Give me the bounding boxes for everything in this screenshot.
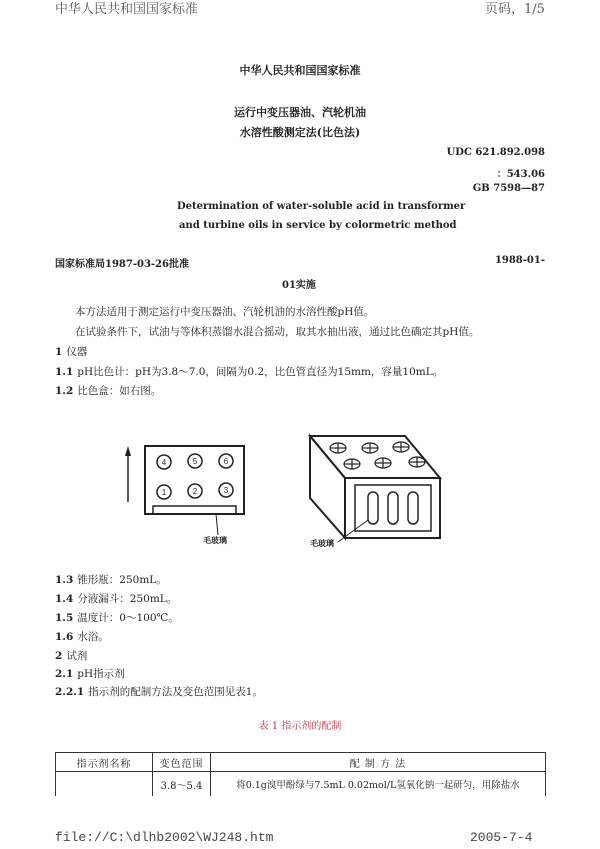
section-2-2-1: 2.2.1 指示剂的配制方法及变色范围见表1。 <box>55 686 263 698</box>
cell-indicator-name <box>56 772 153 797</box>
svg-text:5: 5 <box>192 457 198 466</box>
udc-code: UDC 621.892.098 <box>446 147 545 158</box>
page-header-title: 中华人民共和国国家标准 <box>55 2 199 17</box>
intro-paragraph-2: 在试验条件下，试油与等体积蒸馏水混合摇动，取其水抽出液，通过比色确定其pH值。 <box>75 326 480 338</box>
table-row <box>56 772 546 797</box>
intro-paragraph-1: 本方法适用于测定运行中变压器油、汽轮机油的水溶性酸pH值。 <box>75 306 375 318</box>
section-2: 2 试剂 <box>55 650 88 662</box>
svg-text:2: 2 <box>192 487 198 496</box>
footer-file-path: file://C:\dlhb2002\WJ248.htm <box>55 830 274 845</box>
header-color-range: 变色范围 <box>153 753 211 772</box>
indicator-preparation-table <box>55 752 546 796</box>
doc-title-line1: 运行中变压器油、汽轮机油 <box>234 106 366 119</box>
doc-title-line2: 水溶性酸测定法(比色法) <box>239 126 361 139</box>
effective-date: 1988-01- <box>494 255 545 266</box>
page-number: 页码，1/5 <box>485 2 545 17</box>
table-header-row <box>56 753 546 772</box>
section-1-6: 1.6 水浴。 <box>55 631 109 643</box>
header-indicator-name: 指示剂名称 <box>56 753 153 772</box>
english-title-line1: Determination of water-soluble acid in transformer <box>177 201 466 212</box>
svg-text:毛玻璃: 毛玻璃 <box>203 535 227 545</box>
udc-code-2: ：543.06 <box>496 169 545 180</box>
section-1-2: 1.2 比色盒：如右图。 <box>55 385 162 397</box>
svg-text:3: 3 <box>223 486 229 495</box>
standard-org-title: 中华人民共和国国家标准 <box>239 64 361 77</box>
footer-date: 2005-7-4 <box>470 830 533 845</box>
table-caption: 表 1 指示剂的配制 <box>258 721 342 732</box>
section-1-3: 1.3 锥形瓶：250mL。 <box>55 574 167 586</box>
svg-text:毛玻璃: 毛玻璃 <box>310 538 334 548</box>
section-1-1: 1.1 pH比色计：pH为3.8～7.0，间隔为0.2，比色管直径为15mm，容量10mL。 <box>55 366 444 378</box>
colorimeter-box-front-view <box>115 440 285 555</box>
colorimeter-box-iso-view <box>300 430 480 550</box>
cell-color-range: 3.8～5.4 <box>153 772 211 797</box>
english-title-line2: and turbine oils in service by colormetric method <box>179 220 457 231</box>
effective-date-continued: 01实施 <box>282 280 316 291</box>
svg-text:6: 6 <box>223 457 229 466</box>
section-1-4: 1.4 分液漏斗：250mL。 <box>55 593 178 605</box>
section-1-5: 1.5 温度计：0～100℃。 <box>55 612 179 624</box>
section-2-1: 2.1 pH指示剂 <box>55 668 125 680</box>
header-preparation-method: 配 制 方 法 <box>211 753 546 772</box>
cell-preparation-method: 将0.1g溴甲酚绿与7.5mL 0.02mol/L氢氧化钠一起研匀，用除盐水 <box>211 772 546 797</box>
svg-text:1: 1 <box>161 488 167 497</box>
section-1: 1 仪器 <box>55 346 88 358</box>
svg-text:4: 4 <box>161 458 167 467</box>
gb-code: GB 7598—87 <box>472 183 545 194</box>
approval-date: 国家标准局1987-03-26批准 <box>55 259 189 270</box>
